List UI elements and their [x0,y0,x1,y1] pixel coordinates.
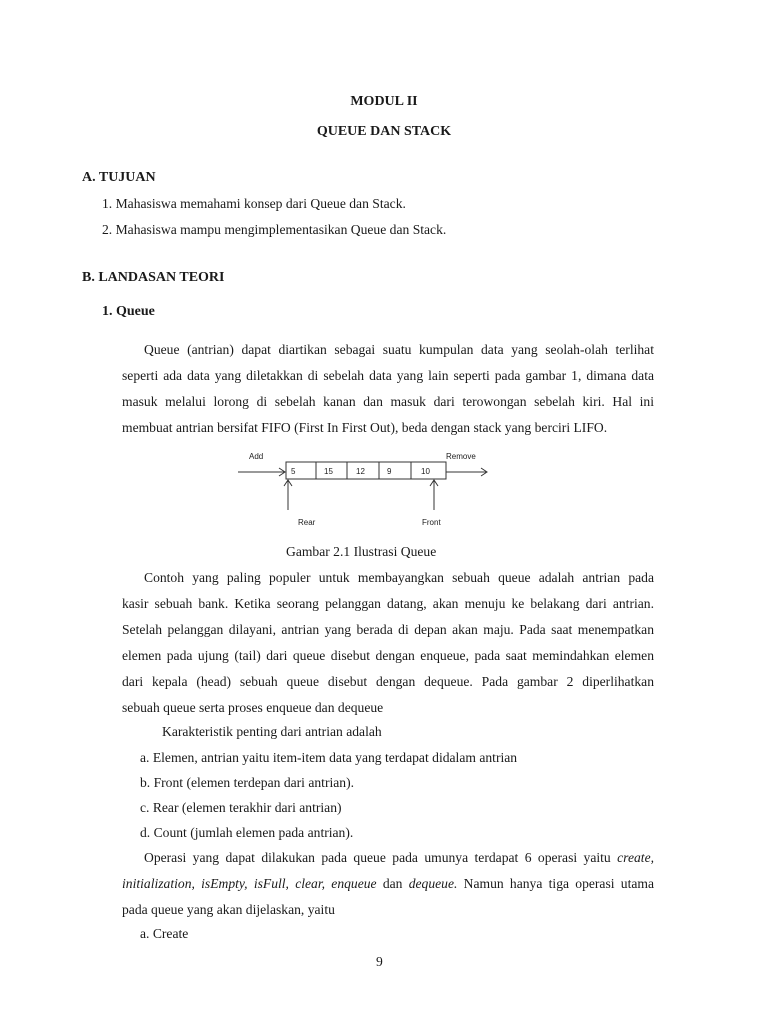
para3-line-2-tail: Namun hanya tiga operasi utama [457,876,654,891]
para3-dequeue-term: dequeue. [408,876,458,891]
para3-create-term: create, [617,850,654,865]
karakteristik-item-b: b. Front (elemen terdepan dari antrian). [140,775,355,790]
module-subtitle: QUEUE DAN STACK [316,124,452,139]
tujuan-item-1: 1. Mahasiswa memahami konsep dari Queue dan Stack. [102,196,406,211]
front-label: Front [422,518,441,527]
queue-cell-5: 10 [421,467,430,476]
para3-dan: dan [376,876,409,891]
remove-label: Remove [446,452,476,461]
karakteristik-item-d: d. Count (jumlah elemen pada antrian). [140,825,354,840]
create-item: a. Create [140,926,189,941]
para2-line-5: dari kepala (head) sebuah queue disebut dengan dequeue. Pada gambar 2 diperlihatkan [122,674,654,689]
figure-caption: Gambar 2.1 Ilustrasi Queue [286,544,437,559]
para3-operations-terms: initialization, isEmpty, isFull, clear, enqueue [122,876,377,891]
rear-label: Rear [298,518,316,527]
page-number: 9 [376,954,383,969]
karakteristik-item-c: c. Rear (elemen terakhir dari antrian) [140,800,342,815]
para2-line-6: sebuah queue serta proses enqueue dan dequeue [122,700,384,715]
queue-illustration [236,446,496,532]
para2-line-4: elemen pada ujung (tail) dari queue disebut dengan enqueue, pada saat memindahkan elemen [122,648,654,663]
section-a-heading: A. TUJUAN [82,170,156,185]
queue-cell-1: 5 [291,467,296,476]
para3-line-1 [144,850,654,866]
karakteristik-item-a: a. Elemen, antrian yaitu item-item data yang terdapat didalam antrian [140,750,518,765]
karakteristik-intro: Karakteristik penting dari antrian adalah [162,724,382,739]
module-title: MODUL II [350,94,418,109]
subsection-queue-heading: 1. Queue [102,304,155,319]
section-b-heading: B. LANDASAN TEORI [82,270,225,285]
para3-line-3: pada queue yang akan dijelaskan, yaitu [122,902,335,917]
para1-line-4: membuat antrian bersifat FIFO (First In First Out), beda dengan stack yang berciri LIFO. [122,420,608,435]
para2-line-3: Setelah pelanggan dilayani, antrian yang berada di depan akan maju. Pada saat menempatkan [122,622,654,637]
para3-line-1-text: Operasi yang dapat dilakukan pada queue pada umunya terdapat 6 operasi yaitu [144,850,618,865]
add-label: Add [249,452,264,461]
tujuan-item-2: 2. Mahasiswa mampu mengimplementasikan Queue dan Stack. [102,222,447,237]
para1-line-3: masuk melalui lorong di sebelah kanan dan masuk dari terowongan sebelah kiri. Hal ini [122,394,654,409]
para3-line-2 [122,876,654,892]
para2-line-1: Contoh yang paling populer untuk membayangkan sebuah queue adalah antrian pada [144,570,654,585]
para1-line-1: Queue (antrian) dapat diartikan sebagai suatu kumpulan data yang seolah-olah terlihat [144,342,654,357]
queue-cell-3: 12 [356,467,365,476]
para1-line-2: seperti ada data yang diletakkan di sebelah data yang lain seperti pada gambar 1, dimana data [122,368,654,383]
queue-cell-4: 9 [387,467,392,476]
queue-cell-2: 15 [324,467,333,476]
para2-line-2: kasir sebuah bank. Ketika seorang pelanggan datang, akan menuju ke belakang dari antrian. [122,596,654,611]
